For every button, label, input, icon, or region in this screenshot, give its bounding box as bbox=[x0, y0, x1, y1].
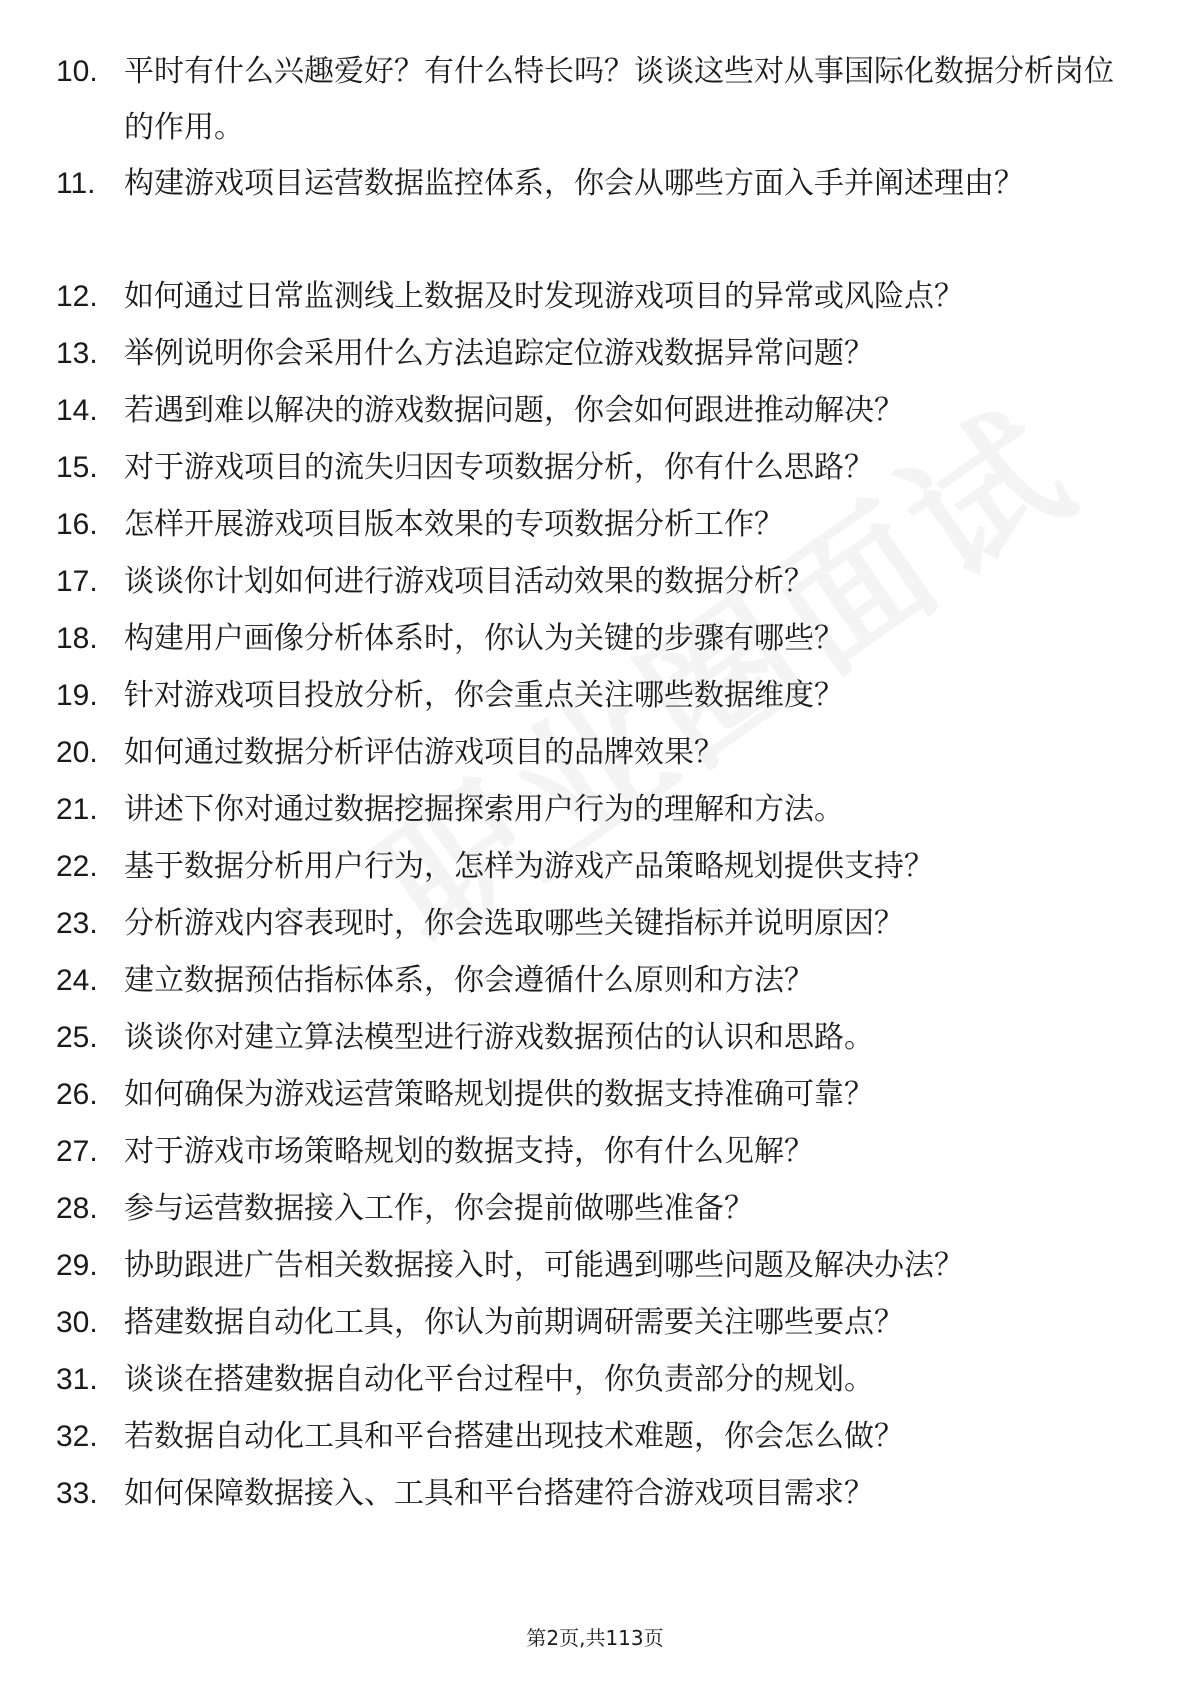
question-item bbox=[56, 953, 1126, 1009]
question-item bbox=[56, 1181, 1126, 1237]
question-item bbox=[56, 1238, 1126, 1294]
question-item bbox=[56, 44, 1126, 156]
question-item bbox=[56, 896, 1126, 952]
question-item bbox=[56, 782, 1126, 838]
question-text: 基于数据分析用户行为，怎样为游戏产品策略规划提供支持？ bbox=[124, 849, 934, 884]
question-text: 讲述下你对通过数据挖掘探索用户行为的理解和方法。 bbox=[124, 792, 844, 827]
question-number: 24. bbox=[56, 964, 98, 997]
question-number: 14. bbox=[56, 394, 98, 427]
question-text: 协助跟进广告相关数据接入时，可能遇到哪些问题及解决办法？ bbox=[124, 1248, 964, 1283]
question-text: 谈谈在搭建数据自动化平台过程中，你负责部分的规划。 bbox=[124, 1362, 874, 1397]
question-item bbox=[56, 326, 1126, 382]
question-number: 27. bbox=[56, 1135, 98, 1168]
question-item bbox=[56, 725, 1126, 781]
question-item bbox=[56, 839, 1126, 895]
question-text: 若数据自动化工具和平台搭建出现技术难题，你会怎么做？ bbox=[124, 1419, 904, 1454]
question-number: 23. bbox=[56, 907, 98, 940]
question-item bbox=[56, 1067, 1126, 1123]
question-text: 举例说明你会采用什么方法追踪定位游戏数据异常问题？ bbox=[124, 336, 874, 371]
question-item bbox=[56, 554, 1126, 610]
question-item bbox=[56, 1352, 1126, 1408]
page-footer: 第2页,共113页 bbox=[526, 1626, 664, 1650]
question-item bbox=[56, 1466, 1126, 1522]
question-text: 如何通过数据分析评估游戏项目的品牌效果？ bbox=[124, 735, 724, 770]
question-number: 31. bbox=[56, 1363, 98, 1396]
question-number: 19. bbox=[56, 679, 98, 712]
question-item bbox=[56, 1409, 1126, 1465]
question-item bbox=[56, 497, 1126, 553]
question-number: 16. bbox=[56, 508, 98, 541]
question-text: 如何通过日常监测线上数据及时发现游戏项目的异常或风险点？ bbox=[124, 279, 964, 314]
question-number: 22. bbox=[56, 850, 98, 883]
question-text: 构建游戏项目运营数据监控体系，你会从哪些方面入手并阐述理由？ bbox=[124, 166, 1024, 201]
question-number: 12. bbox=[56, 280, 98, 313]
question-item bbox=[56, 611, 1126, 667]
question-text: 对于游戏项目的流失归因专项数据分析，你有什么思路？ bbox=[124, 450, 874, 485]
question-number: 26. bbox=[56, 1078, 98, 1111]
question-item bbox=[56, 1010, 1126, 1066]
question-number: 20. bbox=[56, 736, 98, 769]
question-item bbox=[56, 383, 1126, 439]
question-text: 参与运营数据接入工作，你会提前做哪些准备？ bbox=[124, 1191, 754, 1226]
question-number: 17. bbox=[56, 565, 98, 598]
question-number: 25. bbox=[56, 1021, 98, 1054]
question-number: 11. bbox=[56, 167, 96, 200]
question-item bbox=[56, 269, 1126, 325]
question-item bbox=[56, 1124, 1126, 1180]
question-number: 32. bbox=[56, 1420, 98, 1453]
question-text: 针对游戏项目投放分析，你会重点关注哪些数据维度？ bbox=[124, 678, 844, 713]
question-number: 13. bbox=[56, 337, 98, 370]
question-number: 18. bbox=[56, 622, 98, 655]
question-text: 谈谈你计划如何进行游戏项目活动效果的数据分析？ bbox=[124, 564, 814, 599]
question-number: 29. bbox=[56, 1249, 98, 1282]
question-text: 对于游戏市场策略规划的数据支持，你有什么见解？ bbox=[124, 1134, 814, 1169]
question-number: 30. bbox=[56, 1306, 98, 1339]
question-text: 若遇到难以解决的游戏数据问题，你会如何跟进推动解决？ bbox=[124, 393, 904, 428]
question-item bbox=[56, 440, 1126, 496]
question-text: 如何确保为游戏运营策略规划提供的数据支持准确可靠？ bbox=[124, 1077, 874, 1112]
question-text: 构建用户画像分析体系时，你认为关键的步骤有哪些？ bbox=[124, 621, 844, 656]
question-text: 如何保障数据接入、工具和平台搭建符合游戏项目需求？ bbox=[124, 1476, 874, 1511]
question-number: 21. bbox=[56, 793, 98, 826]
question-number: 28. bbox=[56, 1192, 98, 1225]
question-text: 搭建数据自动化工具，你认为前期调研需要关注哪些要点？ bbox=[124, 1305, 904, 1340]
question-number: 33. bbox=[56, 1477, 98, 1510]
question-text: 谈谈你对建立算法模型进行游戏数据预估的认识和思路。 bbox=[124, 1020, 874, 1055]
question-item bbox=[56, 156, 1126, 212]
question-number: 10. bbox=[56, 55, 98, 88]
question-text: 怎样开展游戏项目版本效果的专项数据分析工作？ bbox=[124, 507, 784, 542]
question-item bbox=[56, 668, 1126, 724]
question-text: 分析游戏内容表现时，你会选取哪些关键指标并说明原因？ bbox=[124, 906, 904, 941]
question-item bbox=[56, 1295, 1126, 1351]
question-text: 平时有什么兴趣爱好？有什么特长吗？谈谈这些对从事国际化数据分析岗位的作用。 bbox=[124, 54, 1114, 145]
question-text: 建立数据预估指标体系，你会遵循什么原则和方法？ bbox=[124, 963, 814, 998]
question-number: 15. bbox=[56, 451, 98, 484]
